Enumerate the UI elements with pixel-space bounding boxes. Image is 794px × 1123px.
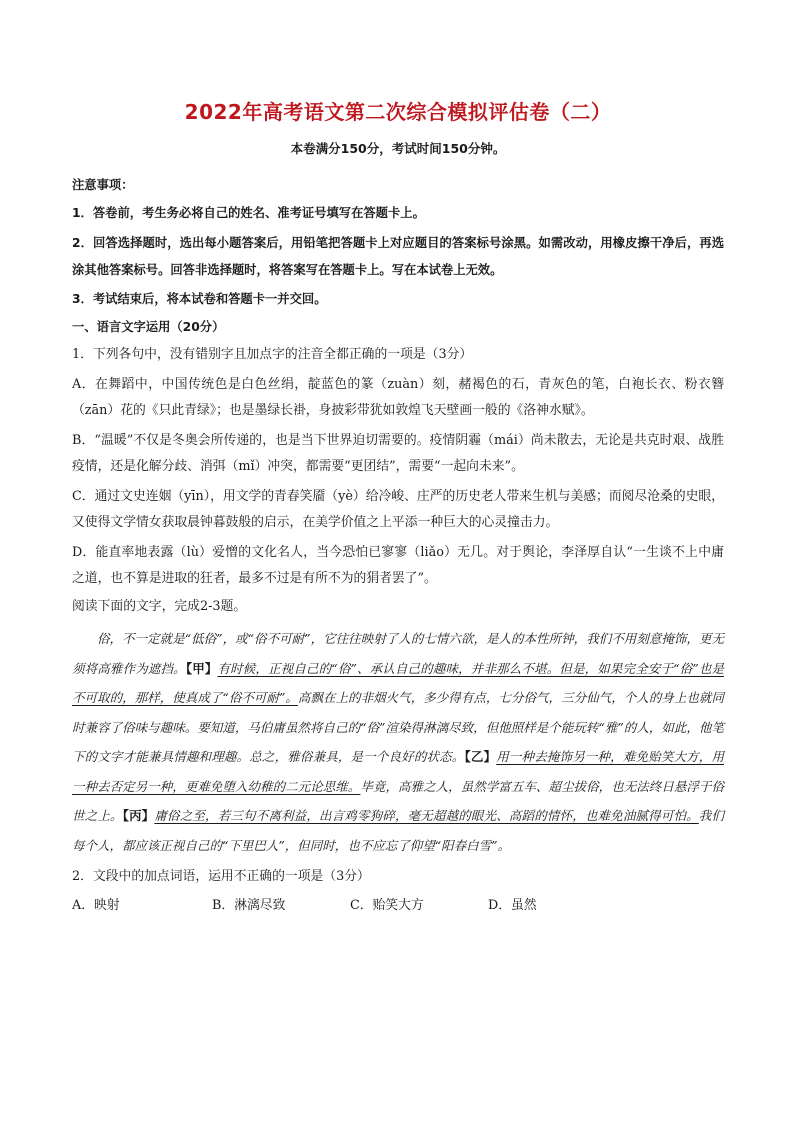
- reading-passage: [72, 624, 724, 860]
- question-2-option-c: C．贻笑大方: [350, 898, 424, 913]
- section-heading-1: 一、语言文字运用（20分）: [72, 320, 225, 334]
- passage-underline-jia: 有时候，正视自己的“俗”、承认自己的趣味，并非那么不堪。但是，如果完全安于“俗”也是不可取的，那样，使真成了“俗不可耐”。: [72, 660, 724, 705]
- question-1-stem: 1．下列各句中，没有错别字且加点字的注音全都正确的一项是（3分）: [72, 347, 473, 362]
- reading-intro: 阅读下面的文字，完成2-3题。: [72, 599, 247, 614]
- question-2-option-b: B．淋漓尽致: [212, 898, 286, 913]
- exam-subtitle: 本卷满分150分，考试时间150分钟。: [290, 141, 506, 156]
- passage-marker-yi: 【乙】: [464, 749, 497, 764]
- passage-underline-bing: 庸俗之至，若三句不离利益，出言鸡零狗碎，毫无超越的眼光、高蹈的情怀，也难免油腻得可怕。: [154, 808, 699, 823]
- notice-item-3: 3．考试结束后，将本试卷和答题卡一并交回。: [72, 292, 327, 306]
- question-2-options: [72, 894, 724, 918]
- passage-marker-bing: 【丙】: [122, 808, 155, 823]
- passage-text-3: 毕竟，高雅之人，虽然学富五车、超尘拔俗，也无法终日悬浮于俗世之上。: [72, 778, 724, 823]
- notice-item-1: 1．答卷前，考生务必将自己的姓名、准考证号填写在答题卡上。: [72, 206, 425, 220]
- passage-text-4: 我们每个人，都应该正视自己的“下里巴人”，但同时，也不应忘了仰望“阳春白雪”。: [72, 808, 724, 853]
- question-1-option-c: C．通过文史连姻（yīn），用文学的青春笑靥（yè）给冷峻、庄严的历史老人带来生机与美感；而阅尽沧桑的史眼，又使得文学情女获取晨钟暮鼓般的启示，在美学价值之上平添一种巨大的心灵撞击力。: [72, 489, 725, 530]
- passage-marker-jia: 【甲】: [185, 660, 218, 676]
- exam-title: 2022年高考语文第二次综合模拟评估卷（二）: [184, 100, 612, 124]
- exam-page: [72, 96, 724, 918]
- question-2-stem: 2．文段中的加点词语，运用不正确的一项是（3分）: [72, 869, 370, 884]
- passage-text-1: 俗，不一定就是“低俗”，或“俗不可耐”，它往往映射了人的七情六欲，是人的本性所钟，我们不用刻意掩饰，更无须将高雅作为遮挡。: [72, 631, 724, 676]
- passage-text-2: 高飘在上的非烟火气，多少得有点，七分俗气，三分仙气，个人的身上也就同时兼容了俗味与趣味。要知道，马伯庸虽然将自己的“俗”渲染得淋漓尽致，但他照样是个能玩转“雅”的人，如此，他笔下的文字才能兼具情趣和理趣。总之，雅俗兼具，是一个良好的状态。: [72, 690, 724, 764]
- notice-item-2: 2．回答选择题时，选出每小题答案后，用铅笔把答题卡上对应题目的答案标号涂黑。如需改动，用橡皮擦干净后，再选涂其他答案标号。回答非选择题时，将答案写在答题卡上。写在本试卷上无效。: [72, 236, 724, 277]
- passage-underline-yi: 用一种去掩饰另一种，难免贻笑大方，用一种去否定另一种，更难免堕入幼稚的二元论思维。: [72, 749, 724, 794]
- question-1-option-a: A．在舞蹈中，中国传统色是白色丝绢，靛蓝色的篆（zuàn）刻，赭褐色的石，青灰色的笔，白袍长衣、粉衣簪（zān）花的《只此青绿》；也是墨绿长褂，身披彩带犹如敦煌飞天壁画一般的《洛神水赋》。: [72, 377, 724, 418]
- question-1-option-d: D．能直率地表露（lù）爱憎的文化名人，当今恐怕已寥寥（liǎo）无几。对于舆论，李泽厚自认“一生谈不上中庸之道，也不算是进取的狂者，最多不过是有所不为的狷者罢了”。: [72, 545, 724, 586]
- question-2-option-d: D．虽然: [488, 898, 537, 913]
- question-1-option-b: B．“温暖”不仅是冬奥会所传递的，也是当下世界迫切需要的。疫情阴霾（mái）尚未散去，无论是共克时艰、战胜疫情，还是化解分歧、消弭（mǐ）冲突，都需要“更团结”，需要“一起向未来”。: [72, 433, 724, 474]
- notice-heading: 注意事项：: [72, 178, 134, 192]
- question-2-option-a: A．映射: [72, 898, 120, 913]
